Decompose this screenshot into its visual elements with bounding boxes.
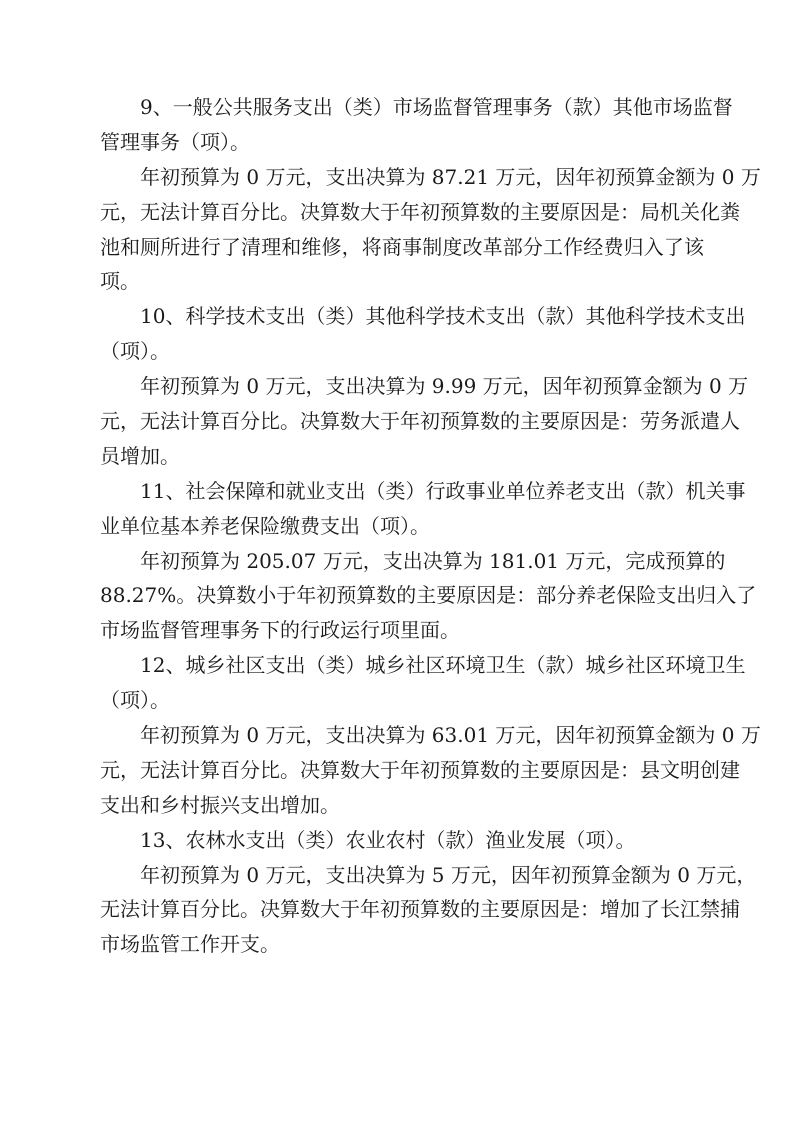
- text-line: 项。: [100, 269, 140, 294]
- text-line: 11、社会保障和就业支出（类）行政事业单位养老支出（款）机关事: [140, 478, 746, 503]
- text-line: 年初预算为 0 万元，支出决算为 5 万元，因年初预算金额为 0 万元，: [140, 862, 757, 887]
- text-line: 年初预算为 0 万元，支出决算为 87.21 万元，因年初预算金额为 0 万: [140, 164, 761, 189]
- body-paragraph: [100, 718, 761, 823]
- text-line: 池和厕所进行了清理和维修，将商事制度改革部分工作经费归入了该: [100, 234, 704, 259]
- text-line: （项）。: [100, 688, 170, 713]
- text-line: 支出和乡村振兴支出增加。: [100, 792, 340, 817]
- text-line: 业单位基本养老保险缴费支出（项）。: [100, 513, 430, 538]
- document-page: [100, 90, 761, 962]
- text-line: 元，无法计算百分比。决算数大于年初预算数的主要原因是：劳务派遣人: [100, 409, 740, 434]
- body-paragraph: [100, 544, 757, 649]
- text-line: 年初预算为 205.07 万元，支出决算为 181.01 万元，完成预算的: [140, 548, 726, 573]
- section-heading: [100, 648, 746, 718]
- section-heading: [100, 90, 733, 160]
- body-paragraph: [100, 858, 757, 963]
- text-line: 市场监管工作开支。: [100, 932, 280, 957]
- text-line: 88.27%。决算数小于年初预算数的主要原因是：部分养老保险支出归入了: [100, 583, 757, 608]
- text-line: 13、农林水支出（类）农业农村（款）渔业发展（项）。: [140, 827, 636, 852]
- text-line: 员增加。: [100, 443, 180, 468]
- section-heading: [100, 823, 704, 858]
- text-line: （项）。: [100, 339, 170, 364]
- body-paragraph: [100, 160, 761, 300]
- text-line: 元，无法计算百分比。决算数大于年初预算数的主要原因是：局机关化粪: [100, 199, 740, 224]
- text-line: 10、科学技术支出（类）其他科学技术支出（款）其他科学技术支出: [140, 304, 746, 329]
- section-heading: [100, 299, 746, 369]
- text-line: 无法计算百分比。决算数大于年初预算数的主要原因是：增加了长江禁捕: [100, 897, 740, 922]
- text-line: 元，无法计算百分比。决算数大于年初预算数的主要原因是：县文明创建: [100, 757, 740, 782]
- text-line: 管理事务（项）。: [100, 129, 250, 154]
- text-line: 年初预算为 0 万元，支出决算为 9.99 万元，因年初预算金额为 0 万: [140, 374, 749, 399]
- text-line: 9、一般公共服务支出（类）市场监督管理事务（款）其他市场监督: [140, 95, 733, 119]
- body-paragraph: [100, 369, 749, 474]
- text-line: 12、城乡社区支出（类）城乡社区环境卫生（款）城乡社区环境卫生: [140, 653, 746, 678]
- text-line: 年初预算为 0 万元，支出决算为 63.01 万元，因年初预算金额为 0 万: [140, 723, 761, 748]
- text-line: 市场监督管理事务下的行政运行项里面。: [100, 618, 460, 643]
- section-heading: [100, 474, 746, 544]
